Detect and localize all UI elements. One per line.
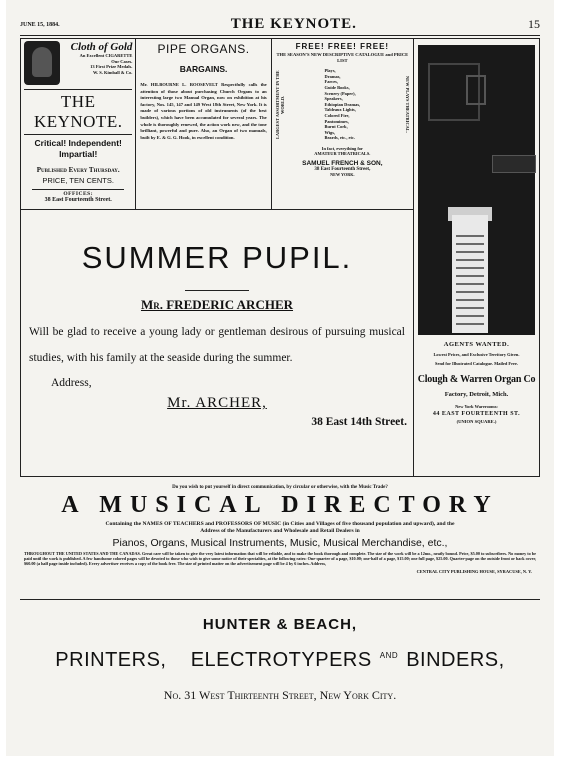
keynote-ad-title: THE KEYNOTE.: [24, 89, 132, 135]
md-intro: Do you wish to put yourself in direct communication, by circular or otherwise, with the Music Trade?: [172, 485, 388, 490]
french-name: SAMUEL FRENCH & SON,: [302, 159, 383, 167]
french-item: Guide Books,: [324, 85, 350, 91]
keynote-offices-label: OFFICES:: [63, 191, 94, 197]
cw-catalogue: Send for Illustrated Catalogue. Mailed Free.: [435, 361, 518, 366]
cw-warerooms: New York Warerooms:: [455, 404, 498, 409]
page-number: 15: [528, 17, 540, 31]
french-item: Tableaux Lights,: [324, 107, 356, 113]
summer-pupil-name: Mr. FREDERIC ARCHER: [140, 297, 294, 312]
masthead: [20, 14, 540, 36]
keynote-column: [21, 39, 136, 209]
musical-directory-ad: [20, 476, 540, 600]
cw-square: (UNION SQUARE.): [456, 419, 497, 424]
french-item: Plays,: [324, 68, 336, 74]
md-fine-print: THROUGHOUT THE UNITED STATES AND THE CANADAS. Great care will be taken to give the very latest information that will be reliable, and to make the book thorough and complete. The size of the work will be a 12mo., neatly bound. Price, $5.00 to subscribers. No money to be paid until the work is published. A few handsome colored pages will be devoted to those who wish to give some notice of their specialties, at the following rates: One-quarter of a page, $10.00; one-half of a page, $15.00; one full page, $25.00. Quarter-page on the outside front or back cover, $60.00 (a half page inside included). Every advertiser receives a copy of the book free. The size of printed matter on the advertisement page will be 4 by 6 inches. Address,: [24, 551, 536, 566]
masthead-date: JUNE 15, 1884.: [20, 21, 60, 28]
scan-margin: [554, 0, 570, 760]
hb-address: No. 31 West Thirteenth Street, New York City.: [163, 688, 397, 702]
french-item: Speakers,: [324, 96, 343, 102]
md-line: Containing the NAMES OF TEACHERS and PROFESSORS OF MUSIC (in Cities and Villages of five thousand population and upward), and the: [105, 521, 455, 527]
french-amateur: AMATEUR THEATRICALS.: [314, 150, 371, 156]
cloth-of-gold-ad: [24, 41, 132, 85]
md-line: Address of the Manufacturers and Wholesale and Retail Dealers in: [200, 528, 360, 534]
md-title: A MUSICAL DIRECTORY: [61, 492, 499, 518]
french-ad: [272, 39, 413, 209]
french-side-left: LARGEST ASSORTMENT IN THE WORLD.: [274, 70, 285, 139]
cigarette-logo-image: [24, 41, 60, 85]
french-item: Farces,: [324, 79, 338, 85]
clough-warren-ad: [414, 38, 540, 476]
md-publisher: CENTRAL CITY PUBLISHING HOUSE, SYRACUSE, N. Y.: [416, 569, 532, 574]
summer-pupil-signature: Mr. ARCHER,: [167, 395, 267, 411]
top-ad-row: [20, 38, 414, 210]
hb-printers: PRINTERS,: [55, 649, 167, 671]
cw-company-name: Clough & Warren Organ Co: [417, 374, 536, 385]
french-item: Beards, etc., etc.: [324, 135, 356, 141]
hb-binders: BINDERS,: [406, 649, 505, 671]
summer-pupil-body: Will be glad to receive a young lady or gentleman desirous of pursuing musical studies, with his family at the seaside during the summer.: [29, 326, 405, 364]
french-city: NEW YORK.: [330, 171, 355, 177]
organ-engraving-image: [418, 45, 535, 335]
summer-pupil-street: 38 East 14th Street.: [311, 416, 407, 428]
pipe-organs-subtitle: BARGAINS.: [179, 64, 228, 74]
hb-services: [20, 649, 540, 672]
keynote-price: PRICE, TEN CENTS.: [42, 176, 114, 185]
hb-title: HUNTER & BEACH,: [202, 616, 358, 633]
keynote-published: Published Every Thursday.: [36, 166, 120, 174]
cloth-of-gold-line: W. S. Kimball & Co.: [92, 69, 133, 75]
french-item: Colored Fire,: [324, 112, 350, 118]
keynote-offices-address: 38 East Fourteenth Street.: [44, 197, 112, 203]
keynote-tagline: Critical! Independent!: [34, 138, 122, 148]
cloth-of-gold-line: An Excellent CIGARETTE: [79, 53, 133, 58]
pipe-organs-title: PIPE ORGANS.: [157, 42, 250, 56]
summer-pupil-title: SUMMER PUPIL.: [81, 240, 353, 275]
french-address: 38 East Fourteenth Street,: [314, 166, 371, 172]
french-free-heading: FREE! FREE! FREE!: [295, 42, 390, 51]
french-item: Dramas,: [324, 73, 341, 79]
newspaper-page: [6, 0, 554, 756]
cw-agents: AGENTS WANTED.: [443, 341, 510, 348]
french-item: Burnt Cork,: [324, 124, 348, 130]
cloth-of-gold-title: Cloth of Gold: [70, 41, 133, 53]
hb-electrotypers: ELECTROTYPERS: [190, 649, 372, 671]
cw-factory: Factory, Detroit, Mich.: [444, 391, 509, 398]
md-big-line: Pianos, Organs, Musical Instruments, Music, Musical Merchandise, etc.,: [112, 537, 448, 549]
french-item: Pantomimes,: [324, 118, 349, 124]
french-catalogue: THE SEASON'S NEW DESCRIPTIVE CATALOGUE and PRICE LIST: [276, 52, 409, 63]
pipe-organs-ad: [136, 39, 271, 209]
french-item: Wigs,: [324, 129, 336, 135]
hb-and: AND: [379, 651, 399, 661]
french-item: Ethiopian Dramas,: [324, 101, 361, 107]
keynote-tagline: Impartial!: [59, 149, 98, 159]
hunter-beach-ad: [20, 600, 540, 740]
summer-pupil-address-label: Address,: [51, 377, 92, 389]
cw-prices: Lowest Prices, and Exclusive Territory Given.: [433, 352, 520, 357]
summer-pupil-ad: [20, 210, 414, 476]
cloth-of-gold-line: Our Cases.: [111, 58, 133, 64]
pipe-organs-body: Mr. HILBOURNE L. ROOSEVELT Respectfully calls the attention of those about purchasing Church Organs to an interesting large two Manual Organ, now on exhibition at his factory, Nos. 145, 147 and 149 West 18th Street, New York. It is made of various portions of old instruments (of the best builders), which have been accumulated for several years. The whole is thoroughly renewed, the action work new, and the tone brilliant, powerful and pure. Also, an Organ of two manuals, built by E. & G. G. Hook, in excellent condition.: [140, 82, 267, 140]
cw-address: 44 EAST FOURTEENTH ST.: [432, 411, 521, 417]
french-everything: In fact, everything for: [321, 145, 363, 151]
french-item-list: [325, 68, 361, 141]
french-item: Scenery (Paper),: [324, 90, 356, 96]
masthead-title: THE KEYNOTE.: [230, 16, 357, 32]
cloth-of-gold-line: 13 First Prize Medals.: [90, 64, 133, 69]
french-side-right: NEW PLAYS THEATRICAL.: [404, 76, 410, 133]
